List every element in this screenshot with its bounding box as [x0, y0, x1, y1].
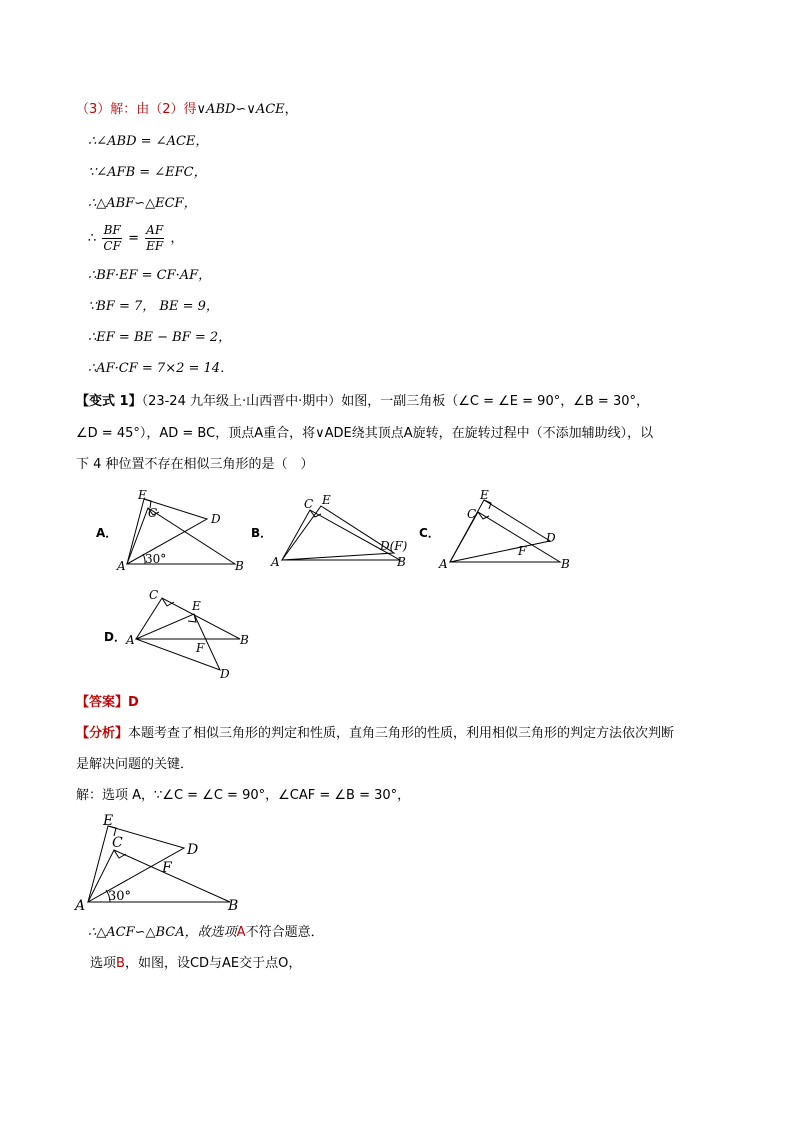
solution-label-f: F: [162, 860, 172, 876]
figure-c-label-c: C: [467, 507, 477, 521]
figure-c-label-e: E: [480, 488, 489, 502]
variant-question-1: 如图，一副三角板（∠C = ∠E = 90°，∠B = 30°，: [341, 394, 649, 409]
fraction-left: [102, 223, 122, 254]
part3-end: ，: [284, 102, 298, 117]
fraction-left-numerator: BF: [103, 223, 121, 237]
figure-a-label-e: E: [138, 488, 147, 502]
figure-b-label-e: E: [322, 493, 331, 507]
option-d-label: D．: [104, 630, 126, 644]
solution-option-b-opt: B: [116, 956, 125, 971]
figure-a-label-a: A: [117, 559, 126, 573]
variant-line-3: 下 4 种位置不存在相似三角形的是（ ）: [76, 457, 314, 472]
figure-a-angle-30: 30°: [145, 552, 167, 566]
figure-d-label-b: B: [240, 633, 249, 647]
answer-line: [76, 693, 139, 713]
step-6: ∴EF = BE − BF = 2，: [88, 330, 232, 345]
figure-a-label-b: B: [235, 559, 244, 573]
solution-angle-30: 30°: [108, 889, 132, 904]
figure-b-label-c: C: [304, 497, 314, 511]
figure-a-label-c: C: [148, 506, 158, 520]
step-7: ∴AF·CF = 7×2 = 14．: [88, 361, 234, 376]
analysis-line-1: [76, 724, 674, 744]
figure-option-d: [122, 586, 262, 682]
variant-source: （23-24 九年级上·山西晋中·期中）: [141, 394, 342, 409]
step-5: ∵BF = 7， BE = 9，: [88, 299, 219, 314]
solution-option-b-pre: 选项: [90, 956, 117, 971]
step-4: ∴BF·EF = CF·AF，: [88, 268, 212, 283]
solution-conclusion-post: 不符合题意．: [245, 925, 324, 940]
solution-label-d: D: [187, 842, 199, 858]
step-3: ∴△ABF∽△ECF，: [88, 196, 197, 211]
fraction-prefix: ∴: [88, 231, 97, 246]
fraction-right-denominator: EF: [146, 239, 164, 253]
figure-d-label-d: D: [220, 667, 230, 681]
fraction-left-denominator: CF: [103, 239, 121, 253]
solution-label-a: A: [75, 898, 86, 914]
figure-c-label-b: B: [561, 557, 570, 571]
variant-tag: 【变式 1】: [76, 394, 142, 409]
figure-b-label-b: B: [397, 555, 406, 569]
solution-conclusion-option: A: [236, 925, 246, 940]
fraction-suffix: ，: [170, 231, 184, 246]
analysis-tag: 【分析】: [76, 726, 129, 741]
figure-c-label-a: A: [439, 557, 448, 571]
figure-d-label-f: F: [196, 641, 205, 655]
option-c-label: C．: [419, 526, 440, 540]
figure-c-label-f: F: [518, 544, 527, 558]
solution-label-e: E: [103, 813, 114, 829]
answer-value: D: [128, 695, 139, 710]
fraction-equals: =: [128, 231, 139, 246]
step-1: ∴∠ABD = ∠ACE，: [88, 134, 209, 149]
figure-b-label-a: A: [271, 555, 280, 569]
fraction-step: [88, 222, 183, 256]
solution-conclusion: [88, 923, 324, 943]
figure-b-triangle-aed: [282, 506, 394, 560]
fraction-right-numerator: AF: [146, 223, 164, 237]
answer-tag: 【答案】: [76, 695, 129, 710]
part3-line: [76, 100, 298, 120]
solution-option-b: [90, 954, 301, 974]
figure-c-label-d: D: [546, 531, 556, 545]
figure-c-triangle-aed: [450, 500, 550, 562]
solution-conclusion-pre: ∴△ACF∽△BCA，故选项: [88, 925, 237, 940]
solution-label-b: B: [228, 898, 239, 914]
solution-option-b-post: ，如图，设CD与AE交于点O，: [124, 956, 302, 971]
figure-d-triangle-abc: [136, 598, 240, 639]
figure-a-label-d: D: [211, 512, 221, 526]
figure-d-label-e: E: [192, 599, 201, 613]
figure-option-c: [436, 486, 576, 574]
figure-d-label-a: A: [126, 633, 135, 647]
figure-option-b: [266, 490, 416, 575]
figure-b-label-df: D(F): [380, 539, 408, 553]
variant-line-1: [76, 392, 649, 412]
fraction-right: [145, 223, 164, 254]
option-a-label: A．: [96, 526, 118, 540]
analysis-line-2: 是解决问题的关键．: [76, 757, 194, 772]
option-b-label: B．: [251, 526, 273, 540]
figure-option-a: [115, 484, 250, 574]
solution-label-c: C: [112, 835, 123, 851]
part3-similarity: ∨ABD∽∨ACE: [196, 102, 285, 117]
solution-intro: 解：选项 A，∵∠C = ∠C = 90°，∠CAF = ∠B = 30°，: [76, 788, 411, 803]
analysis-text-1: 本题考查了相似三角形的判定和性质，直角三角形的性质，利用相似三角形的判定方法依次判断: [128, 726, 675, 741]
figure-d-label-c: C: [149, 588, 159, 602]
solution-figure: [72, 810, 242, 914]
variant-line-2: ∠D = 45°），AD = BC，顶点A重合，将∨ADE绕其顶点A旋转，在旋转过程中（不添加辅助线），以: [76, 426, 654, 441]
part3-label: （3）解：由（2）得: [76, 102, 197, 117]
step-2: ∵∠AFB = ∠EFC，: [88, 165, 207, 180]
